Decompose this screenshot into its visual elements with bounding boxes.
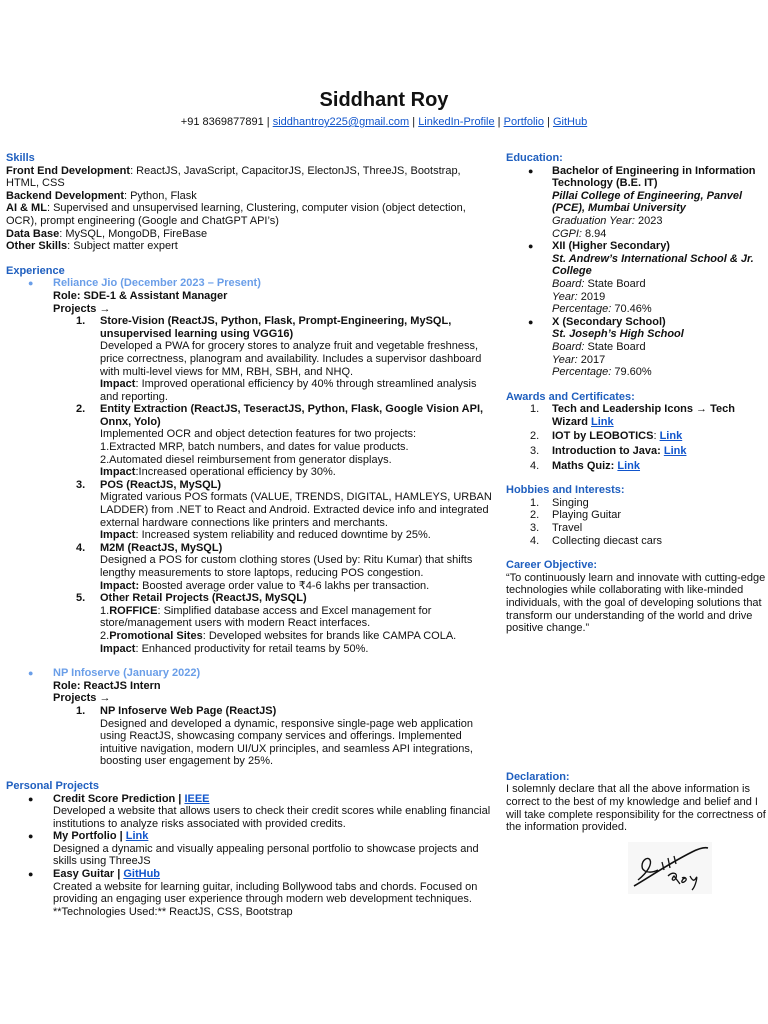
- project-title: Store-Vision (ReactJS, Python, Flask, Prompt-Engineering, MySQL, unsupervised learning using VGG16): [100, 315, 452, 340]
- award-link[interactable]: Link: [591, 415, 614, 428]
- field-value: 2017: [577, 353, 606, 366]
- personal-project-item: [6, 830, 496, 868]
- award-number: 4.: [530, 459, 540, 472]
- skill-label: Front End Development: [6, 164, 131, 177]
- project-title: NP Infoserve Web Page (ReactJS): [100, 704, 277, 717]
- skill-item: [6, 228, 496, 241]
- award-sep: :: [653, 430, 660, 443]
- bullet-icon: ●: [28, 869, 34, 880]
- project-line: [100, 605, 496, 630]
- hobbies-heading: Hobbies and Interests:: [506, 484, 625, 497]
- role-np: Role: ReactJS Intern: [53, 679, 161, 692]
- line-text: : Developed websites for brands like CAMPA COLA.: [202, 629, 457, 642]
- impact-text: :Increased operational efficiency by 30%.: [135, 466, 336, 479]
- school: St. Andrew’s International School & Jr. College: [552, 252, 754, 278]
- skill-label: Data Base: [6, 227, 60, 240]
- field-label: Board:: [552, 277, 585, 290]
- impact-text: : Improved operational efficiency by 40% through streamlined analysis and reporting.: [100, 378, 477, 403]
- skill-label: Backend Development: [6, 189, 124, 202]
- project-desc: Migrated various POS formats (VALUE, TRENDS, DIGITAL, HAMLEYS, URBAN LADDER) from .NET to React and Android. Extracted device info and integrated external hardware connections like printers and merchants.: [100, 491, 492, 529]
- award-number: 1.: [530, 403, 540, 416]
- skill-item: [6, 240, 496, 253]
- field-value: 70.46%: [611, 303, 652, 316]
- skill-label: Other Skills: [6, 240, 68, 253]
- project-impact: [100, 643, 496, 656]
- project-title: POS (ReactJS, MySQL): [100, 478, 222, 491]
- role-jio: Role: SDE-1 & Assistant Manager: [53, 289, 228, 302]
- project-line: [100, 630, 496, 643]
- field-label: Percentage:: [552, 303, 612, 316]
- portfolio-project-link[interactable]: Link: [125, 830, 149, 843]
- personal-project-title: My Portfolio |: [53, 830, 126, 843]
- left-column: [6, 152, 496, 918]
- field-label: Percentage:: [552, 366, 612, 379]
- hobby-number: 2.: [530, 509, 540, 522]
- skill-label: AI & ML: [6, 202, 47, 215]
- awards-heading: Awards and Certificates:: [506, 390, 635, 403]
- personal-project-title: Easy Guitar |: [53, 868, 124, 881]
- project-desc: Implemented OCR and object detection features for two projects:: [100, 428, 417, 441]
- company-np: ● NP Infoserve (January 2022): [6, 667, 496, 680]
- project-impact: [100, 529, 496, 542]
- field-value: 8.94: [581, 227, 607, 240]
- award-number: 3.: [530, 445, 540, 458]
- line-label: Promotional Sites: [109, 629, 203, 642]
- skill-text: : Subject matter expert: [67, 240, 178, 253]
- field-label: Year:: [552, 353, 578, 366]
- hobby-number: 1.: [530, 496, 540, 509]
- hobby-text: Travel: [552, 522, 583, 535]
- line-text: : Simplified database access and Excel management for store/management users with modern React interfaces.: [100, 604, 432, 630]
- award-title: Maths Quiz:: [552, 459, 618, 472]
- field-label: CGPI:: [552, 227, 582, 240]
- project-number: 1.: [76, 704, 86, 717]
- separator: |: [494, 116, 504, 128]
- project-number: 3.: [76, 478, 86, 491]
- project-line: 1.Extracted MRP, batch numbers, and dates for value products.: [100, 441, 409, 454]
- impact-label: Impact:: [100, 579, 140, 592]
- phone: +91 8369877891: [180, 116, 264, 128]
- skills-heading: Skills: [6, 152, 35, 164]
- school: Pillai College of Engineering, Panvel (PCE), Mumbai University: [552, 189, 743, 215]
- project-number: 5.: [76, 592, 86, 605]
- signature-image: [628, 842, 712, 894]
- award-title: Tech and Leadership Icons → Tech Wizard: [552, 403, 735, 428]
- portfolio-link[interactable]: Portfolio: [503, 116, 544, 128]
- right-column: [506, 152, 768, 834]
- projects-label: Projects →: [53, 302, 111, 315]
- degree: XII (Higher Secondary): [552, 240, 670, 253]
- separator: |: [263, 116, 273, 128]
- impact-text: : Increased system reliability and reduced downtime by 25%.: [135, 529, 431, 542]
- line-prefix: 2.: [100, 629, 110, 642]
- education-heading: Education:: [506, 152, 563, 164]
- github-project-link[interactable]: GitHub: [123, 868, 161, 881]
- ieee-link[interactable]: IEEE: [184, 792, 210, 805]
- project-impact: [100, 580, 496, 593]
- hobby-text: Playing Guitar: [552, 509, 622, 522]
- impact-text: : Enhanced productivity for retail teams by 50%.: [135, 642, 369, 655]
- hobby-text: Collecting diecast cars: [552, 534, 663, 547]
- personal-projects-heading: Personal Projects: [6, 779, 99, 792]
- project-number: 2.: [76, 403, 86, 416]
- hobby-item: [506, 535, 768, 548]
- experience-heading: Experience: [6, 264, 65, 277]
- objective-heading: Career Objective:: [506, 559, 598, 572]
- hobby-number: 3.: [530, 522, 540, 535]
- field-value: 79.60%: [611, 366, 652, 379]
- award-number: 2.: [530, 430, 540, 443]
- project-item: [76, 541, 496, 592]
- bullet-icon: ●: [528, 241, 534, 252]
- hobby-item: [506, 509, 768, 522]
- skill-text: : ReactJS, JavaScript, CapacitorJS, ElectonJS, ThreeJS, Bootstrap, HTML, CSS: [6, 164, 461, 190]
- project-desc: Designed and developed a dynamic, responsive single-page web application using ReactJS, showcasing company services and offerings. Implemented intuitive navigation, modern UI/UX principles, and seamless API integrations, boosting user engagement by 25%.: [100, 717, 474, 768]
- personal-project-desc: Developed a website that allows users to check their credit scores while enabling financial institutions to analyze risks associated with provided credits.: [53, 805, 491, 830]
- bullet-icon: ●: [528, 316, 534, 327]
- impact-label: Impact: [100, 378, 136, 391]
- project-impact: [100, 466, 496, 479]
- separator: |: [409, 116, 419, 128]
- project-item: [76, 704, 496, 768]
- personal-project-item: [6, 868, 496, 918]
- field-value: State Board: [584, 277, 646, 290]
- bullet-icon: ●: [28, 831, 34, 842]
- award-title: Introduction to Java:: [552, 445, 664, 458]
- project-number: 1.: [76, 315, 86, 328]
- impact-label: Impact: [100, 466, 136, 479]
- degree: X (Secondary School): [552, 315, 666, 328]
- skill-text: : Supervised and unsupervised learning, Clustering, computer vision (object detection, OCR), prompt engineering (Google and ChatGPT API’s): [6, 202, 466, 227]
- degree: Bachelor of Engineering in Information Technology (B.E. IT): [552, 164, 756, 190]
- separator: |: [543, 116, 553, 128]
- project-item: [76, 478, 496, 542]
- impact-label: Impact: [100, 642, 136, 655]
- field-value: 2019: [577, 290, 606, 303]
- award-link[interactable]: Link: [617, 459, 641, 472]
- award-item: [506, 460, 768, 473]
- project-number: 4.: [76, 541, 86, 554]
- education-item: [506, 316, 768, 379]
- jio-projects: [6, 315, 496, 655]
- award-title: IOT by LEOBOTICS: [552, 430, 654, 443]
- line-label: ROFFICE: [109, 604, 158, 617]
- hobby-number: 4.: [530, 534, 540, 547]
- personal-project-title: Credit Score Prediction |: [53, 792, 185, 805]
- project-title: Other Retail Projects (ReactJS, MySQL): [100, 592, 307, 605]
- project-title: M2M (ReactJS, MySQL): [100, 541, 223, 554]
- project-item: [76, 403, 496, 479]
- company-jio: ● Reliance Jio (December 2023 – Present): [6, 277, 496, 290]
- hobby-text: Singing: [552, 496, 589, 509]
- hobby-item: [506, 522, 768, 535]
- award-item: [506, 403, 768, 428]
- award-item: [506, 430, 768, 443]
- education-item: [506, 240, 768, 316]
- github-link[interactable]: GitHub: [552, 116, 588, 128]
- education-item: [506, 165, 768, 241]
- line-prefix: 1.: [100, 604, 110, 617]
- project-item: [76, 315, 496, 403]
- skill-item: [6, 190, 496, 203]
- project-line: 2.Automated diesel reimbursement from generator displays.: [100, 453, 392, 466]
- field-label: Board:: [552, 340, 585, 353]
- project-desc: Designed a POS for custom clothing stores (Used by: Ritu Kumar) that shifts lengthy measurements to store laptops, reducing POS congestion.: [100, 554, 473, 579]
- resume-name: Siddhant Roy: [319, 89, 449, 111]
- objective-text: “To continuously learn and innovate with cutting-edge technologies while collaborating with like-minded individuals, with the goal of developing solutions that transform our understanding of the world and drive positive change.”: [506, 571, 766, 635]
- field-label: Graduation Year:: [552, 214, 635, 227]
- projects-label: Projects →: [53, 692, 111, 705]
- award-item: [506, 445, 768, 458]
- personal-project-desc: Designed a dynamic and visually appealing personal portfolio to showcase projects and skills using ThreeJS: [53, 842, 479, 868]
- school: St. Joseph’s High School: [552, 328, 684, 341]
- bullet-icon: ●: [28, 793, 34, 804]
- hobby-item: [506, 497, 768, 510]
- award-link[interactable]: Link: [659, 430, 683, 443]
- project-desc: Developed a PWA for grocery stores to analyze fruit and vegetable freshness, price correctness, planogram and availability. Includes a supervisor dashboard with multi-level views for MM, RBH, SBH, and NHQ.: [100, 340, 482, 378]
- skill-text: : MySQL, MongoDB, FireBase: [59, 227, 208, 240]
- np-projects: [6, 705, 496, 768]
- personal-project-desc: Created a website for learning guitar, including Bollywood tabs and chords. Focused on providing an engaging user experience through modern web development techniques. **Technologies Used:** ReactJS, CSS, Bootstrap: [53, 880, 478, 918]
- contact-line: [0, 116, 768, 129]
- bullet-icon: ●: [528, 165, 534, 176]
- skill-text: : Python, Flask: [123, 189, 197, 202]
- email-link[interactable]: siddhantroy225@gmail.com: [272, 116, 410, 128]
- linkedin-link[interactable]: LinkedIn-Profile: [418, 116, 495, 128]
- impact-text: Boosted average order value to ₹4-6 lakhs per transaction.: [139, 579, 430, 592]
- declaration-text: I solemnly declare that all the above information is correct to the best of my knowledge and belief and I will take complete responsibility for the correctness of the information provided.: [506, 783, 766, 834]
- skill-item: [6, 165, 496, 190]
- field-label: Year:: [552, 290, 578, 303]
- field-value: State Board: [584, 340, 646, 353]
- declaration-heading: Declaration:: [506, 770, 570, 783]
- personal-project-item: [6, 793, 496, 831]
- award-link[interactable]: Link: [663, 445, 687, 458]
- project-item: [76, 592, 496, 655]
- skill-item: [6, 202, 496, 227]
- skills-list: [6, 165, 496, 253]
- impact-label: Impact: [100, 529, 136, 542]
- field-value: 2023: [634, 214, 663, 227]
- project-impact: [100, 378, 496, 403]
- project-title: Entity Extraction (ReactJS, TeseractJS, Python, Flask, Google Vision API, Onnx, Yolo): [100, 403, 484, 428]
